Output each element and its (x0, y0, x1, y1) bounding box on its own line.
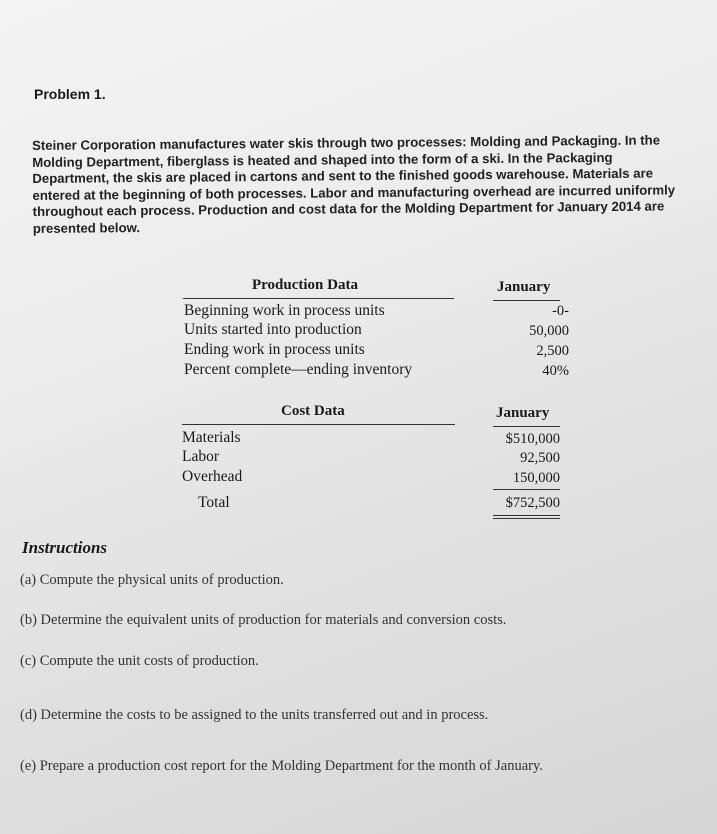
cost-value-rule (493, 426, 560, 427)
intro-line: Molding Department, fiberglass is heated and shaped into the form of a ski. In the Packaging (32, 149, 613, 170)
intro-line: Steiner Corporation manufactures water skis through two processes: Molding and Packaging. In the (32, 132, 661, 153)
cost-total-double-rule (493, 518, 560, 519)
instructions-title: Instructions (22, 538, 108, 557)
production-row-value: -0- (552, 303, 569, 319)
production-row-value: 40% (542, 363, 569, 379)
problem-intro (32, 132, 683, 237)
production-row-label: Ending work in process units (184, 341, 365, 358)
production-data-header: Production Data (252, 277, 358, 293)
cost-row-label: Materials (182, 429, 241, 446)
cost-row-value: $510,000 (505, 431, 560, 447)
cost-row-value: 92,500 (520, 450, 560, 466)
instruction-item: (a) Compute the physical units of production. (20, 572, 284, 588)
production-row-label: Percent complete—ending inventory (184, 361, 413, 378)
intro-line: throughout each process. Production and cost data for the Molding Department for January 2014 are (32, 198, 665, 219)
cost-total-value: $752,500 (505, 495, 560, 511)
intro-line: Department, the skis are placed in cartons and sent to the finished goods warehouse. Materials are (32, 165, 654, 186)
instruction-item: (b) Determine the equivalent units of production for materials and conversion costs. (20, 612, 507, 628)
cost-data-header: Cost Data (281, 403, 345, 419)
production-label-rule (183, 298, 454, 299)
production-january-header: January (497, 279, 551, 295)
intro-line: presented below. (32, 219, 141, 236)
problem-title: Problem 1. (34, 86, 106, 102)
cost-row-label: Overhead (182, 468, 243, 485)
instruction-item: (d) Determine the costs to be assigned to the units transferred out and in process. (20, 707, 489, 723)
production-value-rule (493, 300, 560, 301)
cost-row-value: 150,000 (512, 470, 560, 486)
intro-line: entered at the beginning of both processes. Labor and manufacturing overhead are incurred uniformly (32, 181, 676, 203)
cost-january-header: January (496, 405, 550, 421)
cost-total-label: Total (198, 494, 230, 511)
cost-row-label: Labor (182, 448, 220, 465)
cost-total-double-rule (493, 515, 560, 516)
instruction-item: (c) Compute the unit costs of production. (20, 653, 259, 669)
production-row-label: Units started into production (184, 321, 362, 338)
production-row-value: 2,500 (536, 343, 569, 359)
production-row-label: Beginning work in process units (184, 302, 385, 319)
cost-label-rule (182, 424, 455, 425)
instruction-item: (e) Prepare a production cost report for the Molding Department for the month of January. (20, 758, 543, 774)
cost-subtotal-rule (493, 489, 560, 490)
production-row-value: 50,000 (529, 323, 569, 339)
